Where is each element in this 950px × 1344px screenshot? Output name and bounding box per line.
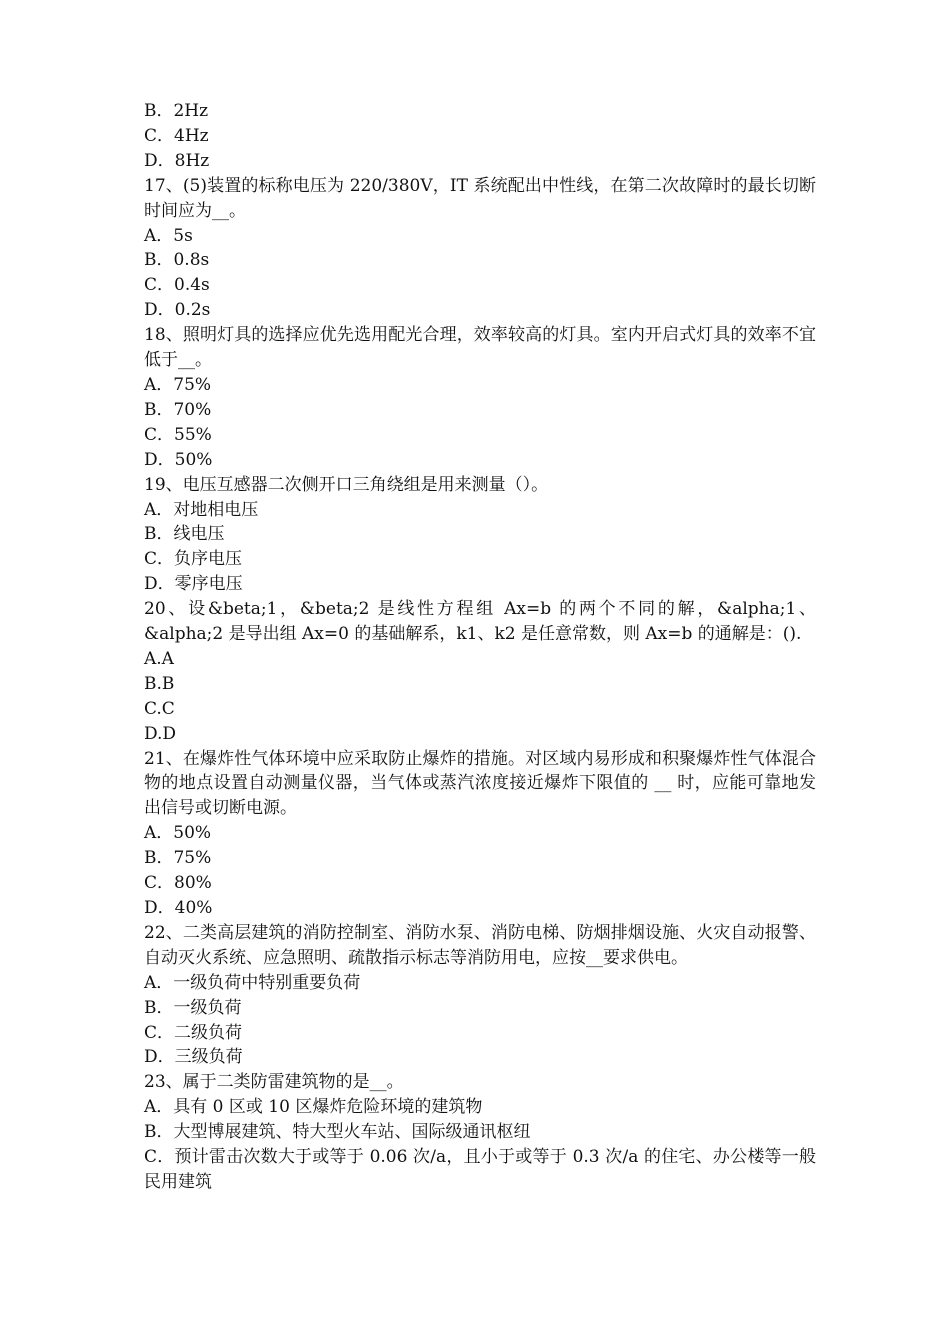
answer-option: A．75% bbox=[144, 374, 212, 395]
answer-option: C．负序电压 bbox=[144, 549, 243, 570]
answer-option: B．70% bbox=[144, 399, 212, 420]
answer-option: C.C bbox=[144, 698, 175, 719]
answer-option: D．0.2s bbox=[144, 300, 211, 321]
answer-option: C．二级负荷 bbox=[144, 1022, 243, 1043]
text-line: 19、电压互感器二次侧开口三角绕组是用来测量（）。 bbox=[144, 474, 549, 495]
answer-option: C．4Hz bbox=[144, 125, 209, 146]
question-text: 17、(5)装置的标称电压为 220/380V，IT 系统配出中性线，在第二次故障时的最长切断时间应为__。 bbox=[144, 175, 816, 221]
answer-option: D．50% bbox=[144, 449, 213, 470]
answer-option: B．一级负荷 bbox=[144, 997, 242, 1018]
answer-option: B．2Hz bbox=[144, 101, 209, 121]
answer-option: A．5s bbox=[144, 225, 193, 246]
answer-option: D．8Hz bbox=[144, 150, 210, 171]
answer-option: D．三级负荷 bbox=[144, 1047, 243, 1068]
document-page bbox=[144, 99, 816, 1195]
answer-option: D.D bbox=[144, 723, 177, 744]
question-text: 20、设&beta;1，&beta;2 是线性方程组 Ax=b 的两个不同的解，&alpha;1、&alpha;2 是导出组 Ax=0 的基础解系，k1、k2 是任意常数，则 Ax=b 的通解是：(). bbox=[144, 599, 816, 645]
answer-option: A．对地相电压 bbox=[144, 499, 259, 520]
answer-option: A．50% bbox=[144, 823, 212, 844]
answer-option: A．具有 0 区或 10 区爆炸危险环境的建筑物 bbox=[144, 1097, 483, 1118]
answer-option: A.A bbox=[144, 648, 174, 669]
answer-option: B．线电压 bbox=[144, 524, 225, 545]
question-text: C．预计雷击次数大于或等于 0.06 次/a，且小于或等于 0.3 次/a 的住宅、办公楼等一般民用建筑 bbox=[144, 1147, 816, 1192]
answer-option: D．40% bbox=[144, 898, 213, 918]
answer-option: D．零序电压 bbox=[144, 574, 243, 595]
answer-option: C．55% bbox=[144, 424, 212, 445]
answer-option: B．75% bbox=[144, 848, 212, 869]
answer-option: B．0.8s bbox=[144, 250, 210, 271]
question-text: 21、在爆炸性气体环境中应采取防止爆炸的措施。对区域内易形成和积聚爆炸性气体混合物的地点设置自动测量仪器，当气体或蒸汽浓度接近爆炸下限值的 __ 时，应能可靠地发出信号或切断电源。 bbox=[144, 748, 816, 819]
answer-option: B．大型博展建筑、特大型火车站、国际级通讯枢纽 bbox=[144, 1122, 531, 1143]
answer-option: C．0.4s bbox=[144, 275, 210, 296]
answer-option: B.B bbox=[144, 673, 175, 694]
question-text: 22、二类高层建筑的消防控制室、消防水泵、消防电梯、防烟排烟设施、火灾自动报警、自动灭火系统、应急照明、疏散指示标志等消防用电，应按__要求供电。 bbox=[144, 922, 816, 968]
question-text: 18、照明灯具的选择应优先选用配光合理，效率较高的灯具。室内开启式灯具的效率不宜低于__。 bbox=[144, 325, 816, 371]
text-line: 23、属于二类防雷建筑物的是__。 bbox=[144, 1072, 404, 1093]
answer-option: C．80% bbox=[144, 873, 212, 894]
answer-option: A．一级负荷中特别重要负荷 bbox=[144, 972, 361, 993]
